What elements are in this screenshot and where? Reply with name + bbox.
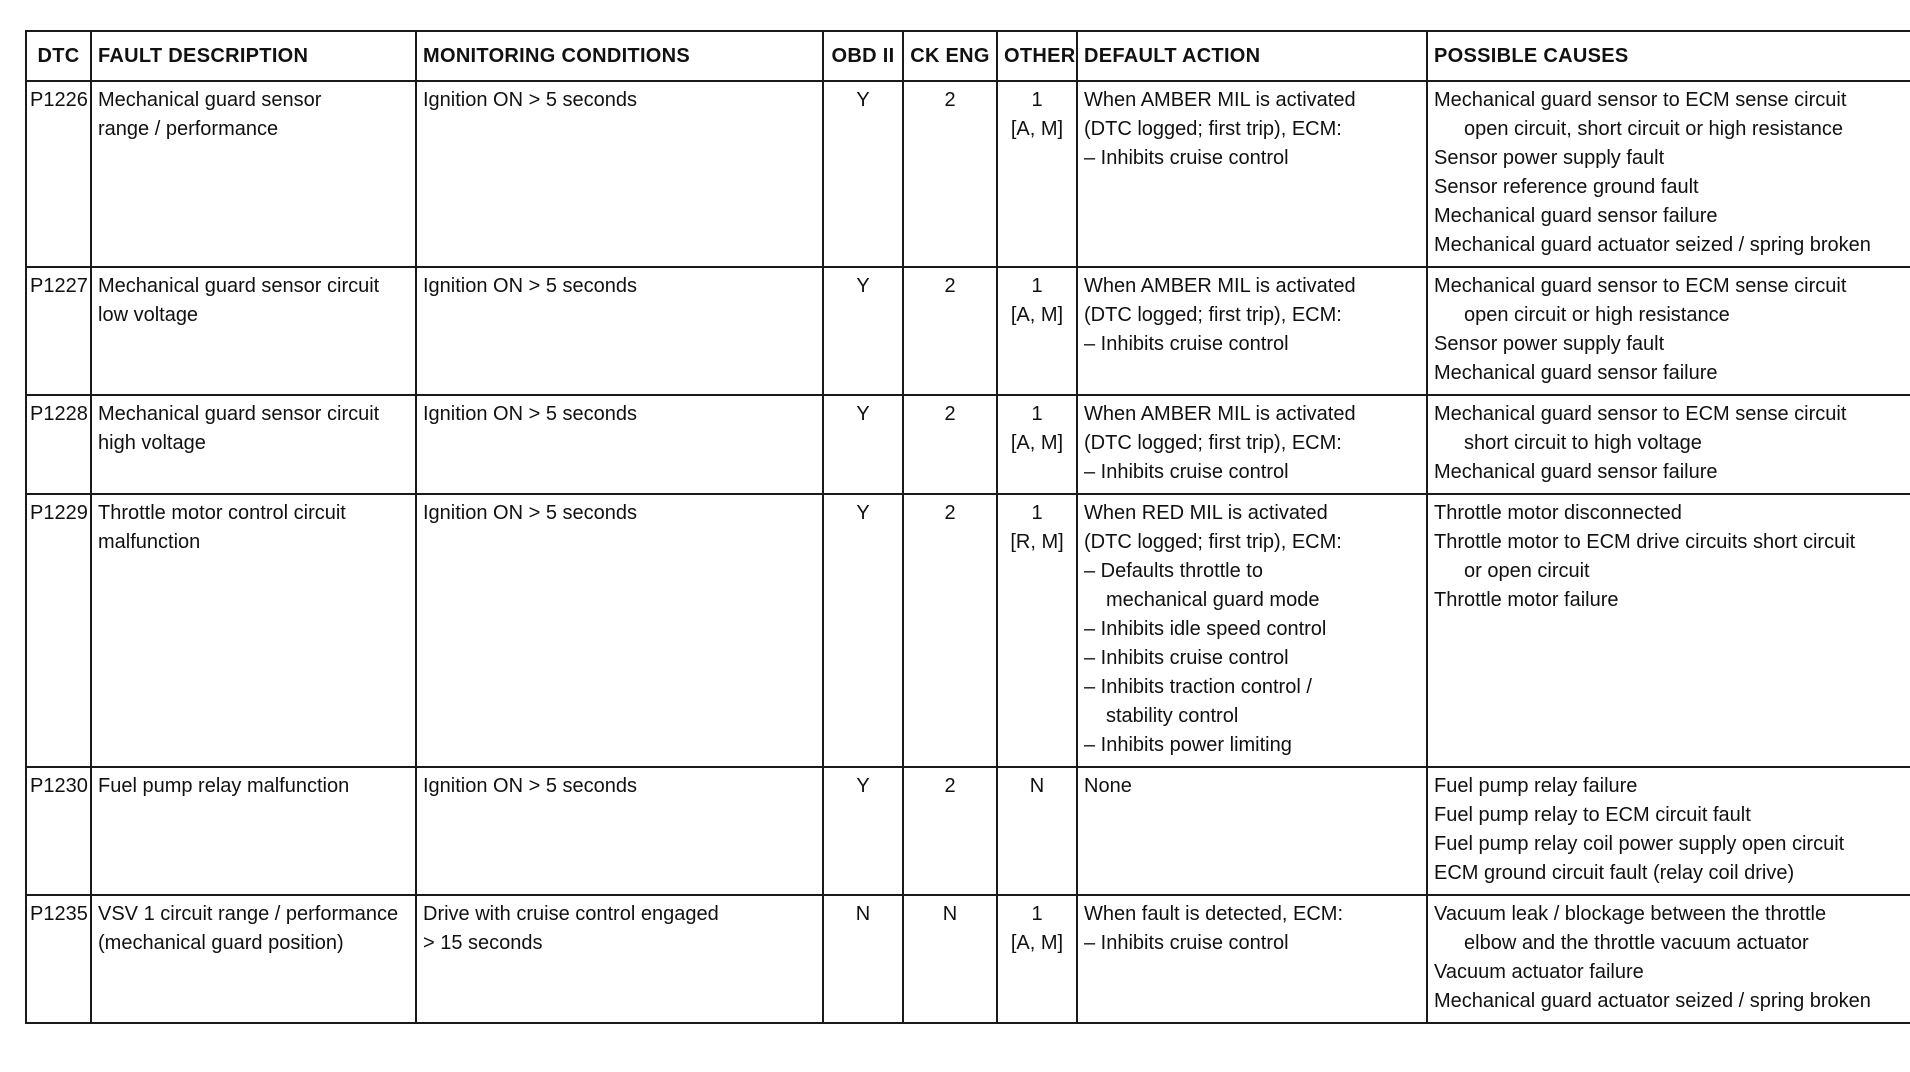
other-cell-line: 1	[1031, 502, 1043, 524]
default-action-cell	[1077, 767, 1427, 895]
possible-causes-cell	[1427, 267, 1910, 395]
possible-causes-cell-line: Sensor power supply fault	[1434, 333, 1665, 355]
other-cell	[997, 81, 1077, 267]
possible-causes-cell-line: Mechanical guard actuator seized / spring broken	[1434, 234, 1871, 256]
default-action-cell-line: mechanical guard mode	[1106, 589, 1320, 611]
default-action-cell-line: (DTC logged; first trip), ECM:	[1084, 432, 1342, 454]
possible-causes-cell-line: Mechanical guard sensor failure	[1434, 205, 1718, 227]
table-row	[26, 895, 1910, 1023]
dtc-table	[25, 30, 1910, 1024]
default-action-cell	[1077, 267, 1427, 395]
other-cell-line: [A, M]	[1010, 118, 1064, 140]
header-default-action: DEFAULT ACTION	[1077, 31, 1427, 81]
obd-ii-cell: N	[823, 895, 903, 1023]
default-action-cell-line: When AMBER MIL is activated	[1084, 403, 1356, 425]
fault-description-cell-line: Mechanical guard sensor circuit	[98, 403, 380, 425]
other-cell-line: [A, M]	[1010, 304, 1064, 326]
possible-causes-cell-line: Sensor reference ground fault	[1434, 176, 1699, 198]
possible-causes-cell-line: Throttle motor to ECM drive circuits short circuit	[1434, 531, 1856, 553]
other-cell-line: N	[1029, 775, 1045, 797]
ck-eng-cell: 2	[903, 494, 997, 767]
dtc-code-cell: P1235	[26, 895, 91, 1023]
table-row	[26, 81, 1910, 267]
default-action-cell-line: – Inhibits cruise control	[1084, 647, 1289, 669]
possible-causes-cell	[1427, 395, 1910, 494]
other-cell-line: 1	[1031, 275, 1043, 297]
default-action-cell-line: When AMBER MIL is activated	[1084, 89, 1356, 111]
dtc-code-cell: P1228	[26, 395, 91, 494]
fault-description-cell	[91, 494, 416, 767]
default-action-cell-line: None	[1084, 775, 1132, 797]
fault-description-cell-line: Throttle motor control circuit	[98, 502, 346, 524]
table-row	[26, 767, 1910, 895]
possible-causes-cell-line: elbow and the throttle vacuum actuator	[1464, 932, 1809, 954]
default-action-cell	[1077, 395, 1427, 494]
default-action-cell-line: (DTC logged; first trip), ECM:	[1084, 304, 1342, 326]
fault-description-cell-line: Mechanical guard sensor circuit	[98, 275, 380, 297]
possible-causes-cell-line: Vacuum actuator failure	[1434, 961, 1644, 983]
dtc-code-cell: P1230	[26, 767, 91, 895]
obd-ii-cell: Y	[823, 81, 903, 267]
fault-description-cell	[91, 267, 416, 395]
other-cell	[997, 395, 1077, 494]
fault-description-cell	[91, 767, 416, 895]
obd-ii-cell: Y	[823, 395, 903, 494]
possible-causes-cell-line: Sensor power supply fault	[1434, 147, 1665, 169]
possible-causes-cell-line: Mechanical guard sensor to ECM sense circuit	[1434, 89, 1847, 111]
ck-eng-cell: 2	[903, 81, 997, 267]
header-dtc: DTC	[26, 31, 91, 81]
monitoring-conditions-cell-line: Ignition ON > 5 seconds	[423, 775, 638, 797]
possible-causes-cell-line: ECM ground circuit fault (relay coil drive)	[1434, 862, 1795, 884]
default-action-cell-line: When AMBER MIL is activated	[1084, 275, 1356, 297]
possible-causes-cell	[1427, 494, 1910, 767]
possible-causes-cell-line: Mechanical guard sensor failure	[1434, 362, 1718, 384]
possible-causes-cell-line: short circuit to high voltage	[1464, 432, 1702, 454]
ck-eng-cell: 2	[903, 395, 997, 494]
possible-causes-cell-line: Mechanical guard sensor failure	[1434, 461, 1718, 483]
default-action-cell-line: When fault is detected, ECM:	[1084, 903, 1344, 925]
monitoring-conditions-cell-line: Drive with cruise control engaged	[423, 903, 719, 925]
monitoring-conditions-cell-line: Ignition ON > 5 seconds	[423, 89, 638, 111]
monitoring-conditions-cell-line: Ignition ON > 5 seconds	[423, 502, 638, 524]
other-cell-line: [A, M]	[1010, 432, 1064, 454]
ck-eng-cell: 2	[903, 267, 997, 395]
obd-ii-cell: Y	[823, 767, 903, 895]
monitoring-conditions-cell	[416, 81, 823, 267]
possible-causes-cell-line: or open circuit	[1464, 560, 1590, 582]
default-action-cell-line: – Inhibits power limiting	[1084, 734, 1292, 756]
monitoring-conditions-cell-line: > 15 seconds	[423, 932, 543, 954]
dtc-code-cell: P1229	[26, 494, 91, 767]
header-monitoring-conditions: MONITORING CONDITIONS	[416, 31, 823, 81]
default-action-cell-line: When RED MIL is activated	[1084, 502, 1328, 524]
other-cell	[997, 767, 1077, 895]
possible-causes-cell-line: Throttle motor disconnected	[1434, 502, 1682, 524]
obd-ii-cell: Y	[823, 267, 903, 395]
fault-description-cell	[91, 395, 416, 494]
fault-description-cell-line: low voltage	[98, 304, 199, 326]
possible-causes-cell-line: Mechanical guard sensor to ECM sense circuit	[1434, 275, 1847, 297]
possible-causes-cell-line: Mechanical guard actuator seized / spring broken	[1434, 990, 1871, 1012]
table-row	[26, 395, 1910, 494]
possible-causes-cell-line: open circuit or high resistance	[1464, 304, 1730, 326]
default-action-cell-line: – Inhibits cruise control	[1084, 333, 1289, 355]
default-action-cell-line: stability control	[1106, 705, 1239, 727]
default-action-cell-line: – Defaults throttle to	[1084, 560, 1263, 582]
default-action-cell-line: (DTC logged; first trip), ECM:	[1084, 531, 1342, 553]
monitoring-conditions-cell	[416, 895, 823, 1023]
possible-causes-cell	[1427, 895, 1910, 1023]
monitoring-conditions-cell-line: Ignition ON > 5 seconds	[423, 275, 638, 297]
other-cell-line: [R, M]	[1010, 531, 1064, 553]
fault-description-cell-line: high voltage	[98, 432, 206, 454]
other-cell	[997, 895, 1077, 1023]
other-cell-line: [A, M]	[1010, 932, 1064, 954]
default-action-cell-line: – Inhibits traction control /	[1084, 676, 1312, 698]
default-action-cell-line: (DTC logged; first trip), ECM:	[1084, 118, 1342, 140]
default-action-cell-line: – Inhibits cruise control	[1084, 932, 1289, 954]
default-action-cell	[1077, 895, 1427, 1023]
possible-causes-cell	[1427, 767, 1910, 895]
table-row	[26, 494, 1910, 767]
fault-description-cell-line: (mechanical guard position)	[98, 932, 344, 954]
default-action-cell-line: – Inhibits idle speed control	[1084, 618, 1327, 640]
dtc-code-cell: P1227	[26, 267, 91, 395]
monitoring-conditions-cell	[416, 267, 823, 395]
ck-eng-cell: N	[903, 895, 997, 1023]
possible-causes-cell-line: Fuel pump relay to ECM circuit fault	[1434, 804, 1751, 826]
default-action-cell-line: – Inhibits cruise control	[1084, 461, 1289, 483]
fault-description-cell-line: malfunction	[98, 531, 201, 553]
other-cell	[997, 494, 1077, 767]
default-action-cell	[1077, 494, 1427, 767]
fault-description-cell	[91, 895, 416, 1023]
other-cell	[997, 267, 1077, 395]
header-ck-eng: CK ENG	[903, 31, 997, 81]
other-cell-line: 1	[1031, 89, 1043, 111]
default-action-cell-line: – Inhibits cruise control	[1084, 147, 1289, 169]
fault-description-cell-line: VSV 1 circuit range / performance	[98, 903, 399, 925]
monitoring-conditions-cell	[416, 767, 823, 895]
possible-causes-cell-line: Throttle motor failure	[1434, 589, 1619, 611]
default-action-cell	[1077, 81, 1427, 267]
possible-causes-cell-line: Mechanical guard sensor to ECM sense circuit	[1434, 403, 1847, 425]
other-cell-line: 1	[1031, 403, 1043, 425]
header-other: OTHER	[997, 31, 1077, 81]
header-row	[26, 31, 1910, 81]
fault-description-cell	[91, 81, 416, 267]
fault-description-cell-line: Mechanical guard sensor	[98, 89, 322, 111]
fault-description-cell-line: Fuel pump relay malfunction	[98, 775, 350, 797]
header-possible-causes: POSSIBLE CAUSES	[1427, 31, 1910, 81]
ck-eng-cell: 2	[903, 767, 997, 895]
header-obd-ii: OBD II	[823, 31, 903, 81]
dtc-code-cell: P1226	[26, 81, 91, 267]
possible-causes-cell-line: Vacuum leak / blockage between the throttle	[1434, 903, 1827, 925]
possible-causes-cell	[1427, 81, 1910, 267]
obd-ii-cell: Y	[823, 494, 903, 767]
monitoring-conditions-cell	[416, 395, 823, 494]
monitoring-conditions-cell	[416, 494, 823, 767]
monitoring-conditions-cell-line: Ignition ON > 5 seconds	[423, 403, 638, 425]
possible-causes-cell-line: Fuel pump relay coil power supply open circuit	[1434, 833, 1845, 855]
fault-description-cell-line: range / performance	[98, 118, 279, 140]
possible-causes-cell-line: Fuel pump relay failure	[1434, 775, 1638, 797]
header-fault-description: FAULT DESCRIPTION	[91, 31, 416, 81]
other-cell-line: 1	[1031, 903, 1043, 925]
table-row	[26, 267, 1910, 395]
possible-causes-cell-line: open circuit, short circuit or high resistance	[1464, 118, 1844, 140]
dtc-table-body	[26, 81, 1910, 1023]
